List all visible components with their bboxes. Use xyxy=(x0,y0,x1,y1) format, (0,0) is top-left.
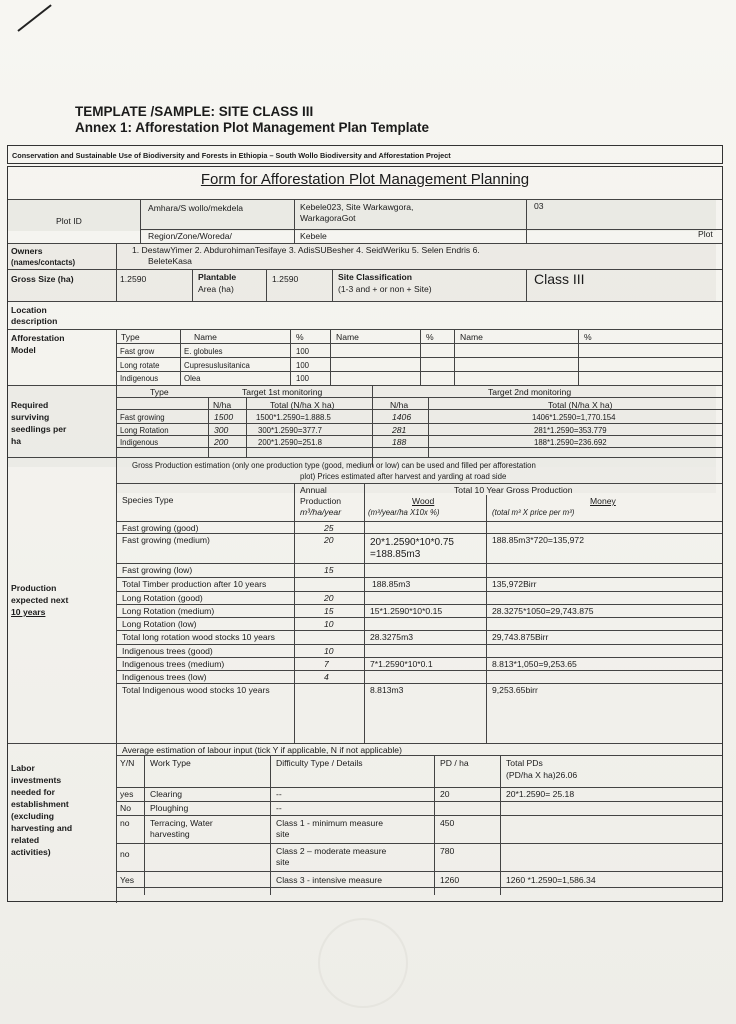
site-class-hint: (1-3 and + or non + Site) xyxy=(338,284,432,294)
labor-row-yn: no xyxy=(120,818,130,828)
region-label: Region/Zone/Woreda/ xyxy=(148,231,232,241)
location-sublabel: description xyxy=(11,316,58,326)
model-col-type: Type xyxy=(121,332,140,342)
project-banner: Conservation and Sustainable Use of Biodiversity and Forests in Ethiopia – South Wollo Biodiversity and Afforestation Project xyxy=(7,145,723,164)
labor-row-yn: no xyxy=(120,849,130,859)
seedling-row-t2: 281*1.2590=353.779 xyxy=(534,426,607,435)
model-col-pct-2: % xyxy=(426,332,434,342)
prod-total-indigenous-money: 9,253.65birr xyxy=(492,685,538,695)
prod-total-timber: Total Timber production after 10 years xyxy=(122,579,267,589)
prod-row-annual: 15 xyxy=(324,565,334,575)
labor-label-5: (excluding xyxy=(11,811,54,821)
prod-row-annual: 20 xyxy=(324,535,334,545)
model-row-type: Indigenous xyxy=(120,374,159,383)
model-row-name: Cupresuslusitanica xyxy=(184,361,250,370)
prod-row-annual: 10 xyxy=(324,619,334,629)
prod-row-species: Long Rotation (good) xyxy=(122,593,203,603)
prod-row-wood: 15*1.2590*10*0.15 xyxy=(370,606,443,616)
prod-row-annual: 20 xyxy=(324,593,334,603)
annex-heading: Annex 1: Afforestation Plot Management Plan Template xyxy=(75,120,430,135)
production-label-3: 10 years xyxy=(11,607,46,617)
model-row-pct: 100 xyxy=(296,374,310,383)
wood-header: Wood xyxy=(412,496,435,506)
model-row-pct: 100 xyxy=(296,347,310,356)
owners-sublabel: (names/contacts) xyxy=(11,258,76,267)
model-col-name-1: Name xyxy=(194,332,217,342)
prod-row-wood-result: =188.85m3 xyxy=(370,549,421,560)
region-value: Amhara/S wollo/mekdela xyxy=(148,203,244,213)
seedling-row-type: Long Rotation xyxy=(120,426,169,435)
total-header: Total (N/ha X ha) xyxy=(270,400,335,410)
prod-row-species: Fast growing (medium) xyxy=(122,535,210,545)
model-row-name: Olea xyxy=(184,374,201,383)
seedling-row-type: Indigenous xyxy=(120,438,159,447)
labor-row-pd: 450 xyxy=(440,818,455,828)
total-10-year-header: Total 10 Year Gross Production xyxy=(454,485,573,495)
model-row-type: Long rotate xyxy=(120,361,160,370)
plantable-label: Plantable xyxy=(198,272,237,282)
pen-stroke-mark xyxy=(17,4,51,31)
labor-row-pd: 1260 xyxy=(440,875,460,885)
seedling-row-n2: 1406 xyxy=(392,412,412,422)
production-label-2: expected next xyxy=(11,595,69,605)
prod-row-annual: 10 xyxy=(324,646,334,656)
production-label: Production xyxy=(11,583,57,593)
plot-id-label: Plot ID xyxy=(56,216,82,226)
labor-label-2: investments xyxy=(11,775,62,785)
seedling-row-n1: 300 xyxy=(214,425,229,435)
prod-total-long-rotation-wood: 28.3275m3 xyxy=(370,632,414,642)
prod-total-indigenous-wood: 8.813m3 xyxy=(370,685,404,695)
seedling-row-n1: 200 xyxy=(214,437,229,447)
model-sublabel: Model xyxy=(11,345,36,355)
prod-row-species: Indigenous trees (low) xyxy=(122,672,207,682)
labor-row-difficulty: -- xyxy=(276,789,282,799)
labor-label-6: harvesting and xyxy=(11,823,73,833)
seedling-row-type: Fast growing xyxy=(120,413,165,422)
labor-row-yn: No xyxy=(120,803,131,813)
model-row-type: Fast grow xyxy=(120,347,155,356)
seedlings-label-3: seedlings per xyxy=(11,424,67,434)
faded-stamp xyxy=(318,918,408,1008)
prod-row-annual: 25 xyxy=(324,523,334,533)
model-row-name: E. globules xyxy=(184,347,223,356)
model-col-pct-1: % xyxy=(296,332,304,342)
prod-total-long-rotation: Total long rotation wood stocks 10 years xyxy=(122,632,275,642)
target-2-header: Target 2nd monitoring xyxy=(488,387,572,397)
plot-label: Plot xyxy=(698,229,713,239)
kebele-value-1: Kebele023, Site Warkawgora, xyxy=(300,202,414,212)
seedling-row-n1: 1500 xyxy=(214,412,234,422)
labor-col-work-type: Work Type xyxy=(150,758,191,768)
seedling-row-t2: 1406*1.2590=1,770.154 xyxy=(532,413,616,422)
labor-row-difficulty-2: site xyxy=(276,829,290,839)
labor-label: Labor xyxy=(11,763,35,773)
annual-unit: m³/ha/year xyxy=(300,507,342,517)
prod-row-money: 28.3275*1050=29,743.875 xyxy=(492,606,594,616)
labor-col-yn: Y/N xyxy=(120,758,135,768)
labor-row-yn: Yes xyxy=(120,875,135,885)
prod-row-money: 188.85m3*720=135,972 xyxy=(492,535,584,545)
labor-col-total-pd-2: (PD/ha X ha)26.06 xyxy=(506,770,578,780)
model-col-name-2: Name xyxy=(336,332,359,342)
nha-header: N/ha xyxy=(213,400,232,410)
wood-unit: (m³/year/ha X10x %) xyxy=(368,508,440,517)
prod-total-timber-wood: 188.85m3 xyxy=(372,579,411,589)
site-class-value: Class III xyxy=(534,271,585,287)
labor-row-difficulty: Class 3 - intensive measure xyxy=(276,875,383,885)
prod-row-species: Indigenous trees (good) xyxy=(122,646,213,656)
labor-row-work: Terracing, Water xyxy=(150,818,213,828)
prod-total-long-rotation-money: 29,743.875Birr xyxy=(492,632,549,642)
labor-col-difficulty: Difficulty Type / Details xyxy=(276,758,363,768)
annual-header-2: Production xyxy=(300,496,342,506)
seedling-row-t2: 188*1.2590=236.692 xyxy=(534,438,607,447)
kebele-label: Kebele xyxy=(300,231,327,241)
production-note-2: plot) Prices estimated after harvest and yarding at road side xyxy=(300,472,507,481)
labor-row-work: Clearing xyxy=(150,789,183,799)
site-class-label: Site Classification xyxy=(338,272,413,282)
labor-row-pd: 20 xyxy=(440,789,450,799)
plan-form xyxy=(7,166,723,902)
labor-row-total: 1260 *1.2590=1,586.34 xyxy=(506,875,596,885)
labor-row-total: 20*1.2590= 25.18 xyxy=(506,789,575,799)
gross-size-value: 1.2590 xyxy=(120,274,147,284)
nha-header-2: N/ha xyxy=(390,400,409,410)
location-label: Location xyxy=(11,305,47,315)
money-header: Money xyxy=(590,496,616,506)
labor-row-difficulty: Class 1 - minimum measure xyxy=(276,818,383,828)
model-label: Afforestation xyxy=(11,333,65,343)
labor-col-total-pd: Total PDs xyxy=(506,758,543,768)
total-header-2: Total (N/ha X ha) xyxy=(548,400,613,410)
prod-row-species: Long Rotation (low) xyxy=(122,619,197,629)
owners-label: Owners xyxy=(11,246,43,256)
seedlings-label-4: ha xyxy=(11,436,22,446)
labor-row-work: Ploughing xyxy=(150,803,189,813)
prod-row-species: Fast growing (low) xyxy=(122,565,193,575)
owners-line-1: 1. DestawYimer 2. AbdurohimanTesifaye 3. AdisSUBesher 4. SeidWeriku 5. Selen Endris 6. xyxy=(132,245,480,255)
kebele-value-2: WarkagoraGot xyxy=(300,213,356,223)
prod-row-species: Indigenous trees (medium) xyxy=(122,659,225,669)
model-col-name-3: Name xyxy=(460,332,483,342)
plantable-value: 1.2590 xyxy=(272,274,299,284)
owners-line-2: BeleteKasa xyxy=(148,256,192,266)
labor-label-7: related xyxy=(11,835,40,845)
template-heading: TEMPLATE /SAMPLE: SITE CLASS III xyxy=(75,104,314,119)
labor-row-yn: yes xyxy=(120,789,134,799)
labor-label-4: establishment xyxy=(11,799,69,809)
seedlings-label: Required xyxy=(11,400,49,410)
labor-row-difficulty: Class 2 – moderate measure xyxy=(276,846,387,856)
prod-row-wood: 7*1.2590*10*0.1 xyxy=(370,659,433,669)
labor-row-difficulty-2: site xyxy=(276,857,290,867)
form-title: Form for Afforestation Plot Management Planning xyxy=(200,171,530,188)
seedlings-label-2: surviving xyxy=(11,412,50,422)
production-note-1: Gross Production estimation (only one production type (good, medium or low) can be used and filled per afforestation xyxy=(132,461,536,470)
seedling-row-n2: 281 xyxy=(392,425,407,435)
money-unit: (total m³ X price per m³) xyxy=(492,508,575,517)
labor-row-work-2: harvesting xyxy=(150,829,190,839)
prod-total-indigenous: Total Indigenous wood stocks 10 years xyxy=(122,685,270,695)
labor-note: Average estimation of labour input (tick Y if applicable, N if not applicable) xyxy=(122,745,402,755)
prod-row-annual: 7 xyxy=(324,659,329,669)
plot-value: 03 xyxy=(534,201,544,211)
prod-row-money: 8.813*1,050=9,253.65 xyxy=(492,659,577,669)
seedling-row-n2: 188 xyxy=(392,437,407,447)
gross-size-label: Gross Size (ha) xyxy=(11,274,74,284)
model-col-pct-3: % xyxy=(584,332,592,342)
prod-row-annual: 15 xyxy=(324,606,334,616)
prod-row-wood: 20*1.2590*10*0.75 xyxy=(370,537,454,548)
labor-label-3: needed for xyxy=(11,787,55,797)
prod-row-species: Long Rotation (medium) xyxy=(122,606,215,616)
model-row-pct: 100 xyxy=(296,361,310,370)
species-type-header: Species Type xyxy=(122,495,174,505)
labor-row-pd: 780 xyxy=(440,846,455,856)
seedling-row-t1: 300*1.2590=377.7 xyxy=(258,426,322,435)
annual-header: Annual xyxy=(300,485,327,495)
labor-row-difficulty: -- xyxy=(276,803,282,813)
seedling-row-t1: 1500*1.2590=1.888.5 xyxy=(256,413,331,422)
prod-row-annual: 4 xyxy=(324,672,329,682)
prod-total-timber-money: 135,972Birr xyxy=(492,579,537,589)
labor-label-8: activities) xyxy=(11,847,51,857)
labor-col-pd: PD / ha xyxy=(440,758,469,768)
plantable-unit: Area (ha) xyxy=(198,284,234,294)
seedling-row-t1: 200*1.2590=251.8 xyxy=(258,438,322,447)
prod-row-species: Fast growing (good) xyxy=(122,523,199,533)
seedlings-col-type: Type xyxy=(150,387,169,397)
target-1-header: Target 1st monitoring xyxy=(242,387,323,397)
